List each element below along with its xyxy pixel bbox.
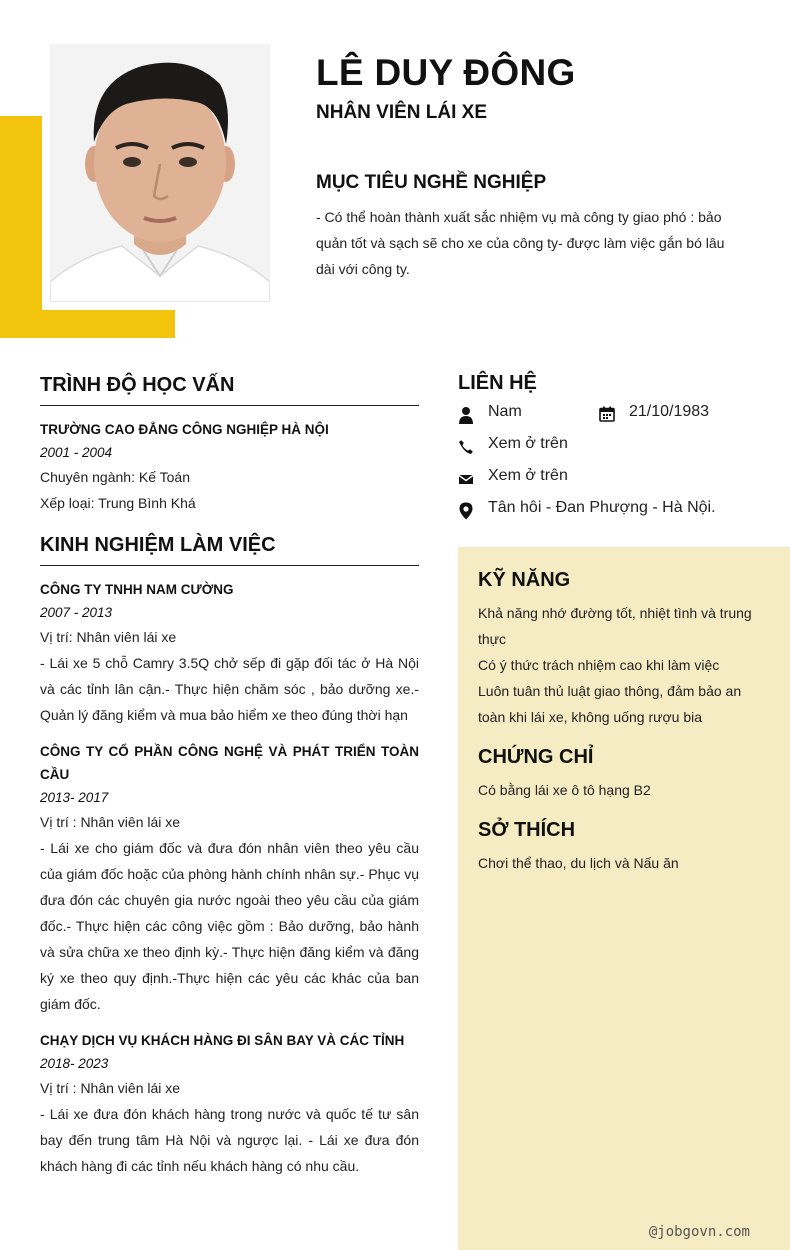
gender-value: Nam [488,403,522,420]
objective-title: MỤC TIÊU NGHỀ NGHIỆP [316,172,547,193]
job-title: NHÂN VIÊN LÁI XE [316,102,488,123]
contact-row-email [458,465,778,497]
hobbies-section [478,819,770,876]
job-period: 2007 - 2013 [40,605,113,620]
skill-item: Luôn tuân thủ luật giao thông, đảm bảo an toàn khi lái xe, không uống rượu bia [478,683,742,725]
job-description: - Lái xe đưa đón khách hàng trong nước và quốc tế tư sân bay đến trung tâm Hà Nội và ngược lại. - Lái xe đưa đón khách hàng đi các tỉnh nếu khách hàng có nhu cầu. [40,1106,419,1174]
education-section [40,374,419,516]
objective-section [316,172,746,282]
experience-title: KINH NGHIỆM LÀM VIỆC [40,534,419,566]
phone-value[interactable]: Xem ở trên [488,435,568,452]
job-position: Vị trí : Nhân viên lái xe [40,1080,181,1096]
experience-item [40,578,419,728]
job-description: - Lái xe 5 chỗ Camry 3.5Q chở sếp đi gặp đối tác ở Hà Nội và các tỉnh lân cận.- Thực hiện chăm sóc , bảo dưỡng xe.- Quản lý đăng kiểm và mua bảo hiểm xe theo đúng thời hạn [40,655,419,723]
experience-section [40,534,419,1179]
phone-icon [458,438,474,456]
contact-title: LIÊN HỆ [458,372,537,394]
job-position: Vị trí : Nhân viên lái xe [40,814,181,830]
calendar-icon [599,406,615,422]
certificates-title: CHỨNG CHỈ [478,746,594,768]
person-icon [458,406,474,424]
job-position: Vị trí: Nhân viên lái xe [40,629,177,645]
contact-row-phone [458,433,778,465]
education-period: 2001 - 2004 [40,445,113,460]
company-name: CÔNG TY TNHH NAM CƯỜNG [40,582,234,597]
skills-title: KỸ NĂNG [478,569,571,591]
job-description: - Lái xe cho giám đốc và đưa đón nhân viên theo yêu cầu của giám đốc hoặc của phòng hành chính nhân sự.- Phục vụ đưa đón các chuyên gia nước ngoài theo yêu cầu của giám đốc.- Thực hiện các công việc gồm : Bảo dưỡng, bảo hành và sửa chữa xe theo định kỳ.- Thực hiện đăng kiểm và đăng ký xe theo quy định.-Thực hiện các yêu các khác của ban giám đốc. [40,840,419,1012]
accent-bar-horizontal [0,310,175,338]
contact-row-address [458,497,778,529]
skills-section [478,569,770,730]
skill-item: Có ý thức trách nhiệm cao khi làm việc [478,657,720,673]
company-name: CÔNG TY CỔ PHẦN CÔNG NGHỆ VÀ PHÁT TRIỂN TOÀN CẦU [40,744,419,782]
experience-item [40,1029,419,1179]
experience-item [40,740,419,1017]
contact-row-gender-birthday [458,401,778,433]
school-name: TRƯỜNG CAO ĐẲNG CÔNG NGHIỆP HÀ NỘI [40,422,329,437]
portrait-image [50,44,270,302]
certificate-item: Có bằng lái xe ô tô hạng B2 [478,782,651,798]
candidate-name: LÊ DUY ĐÔNG [316,52,576,93]
job-period: 2018- 2023 [40,1056,109,1071]
profile-photo [50,44,270,302]
left-column [40,374,419,1191]
email-value[interactable]: Xem ở trên [488,467,568,484]
education-rank: Xếp loại: Trung Bình Khá [40,495,196,511]
certificates-section [478,746,770,803]
company-name: CHẠY DỊCH VỤ KHÁCH HÀNG ĐI SÂN BAY VÀ CÁC TỈNH [40,1033,405,1048]
objective-text: - Có thể hoàn thành xuất sắc nhiệm vụ mà công ty giao phó : bảo quản tốt và sạch sẽ cho xe của công ty- được làm việc gắn bó lâu dài với công ty. [316,209,725,277]
hobbies-title: SỞ THÍCH [478,819,576,841]
hobby-item: Chơi thể thao, du lịch và Nấu ăn [478,855,679,871]
right-panel [458,547,790,1250]
education-major: Chuyên ngành: Kế Toán [40,469,190,485]
accent-bar-vertical [0,116,42,338]
address-value: Tân hôi - Đan Phượng - Hà Nội. [488,499,716,516]
birthday-value: 21/10/1983 [629,403,710,420]
contact-section [458,372,778,529]
education-title: TRÌNH ĐỘ HỌC VẤN [40,374,419,406]
job-period: 2013- 2017 [40,790,109,805]
location-pin-icon [458,502,474,520]
mail-icon [458,470,474,488]
skill-item: Khả năng nhớ đường tốt, nhiệt tình và trung thực [478,605,752,647]
watermark: @jobgovn.com [648,1224,750,1240]
